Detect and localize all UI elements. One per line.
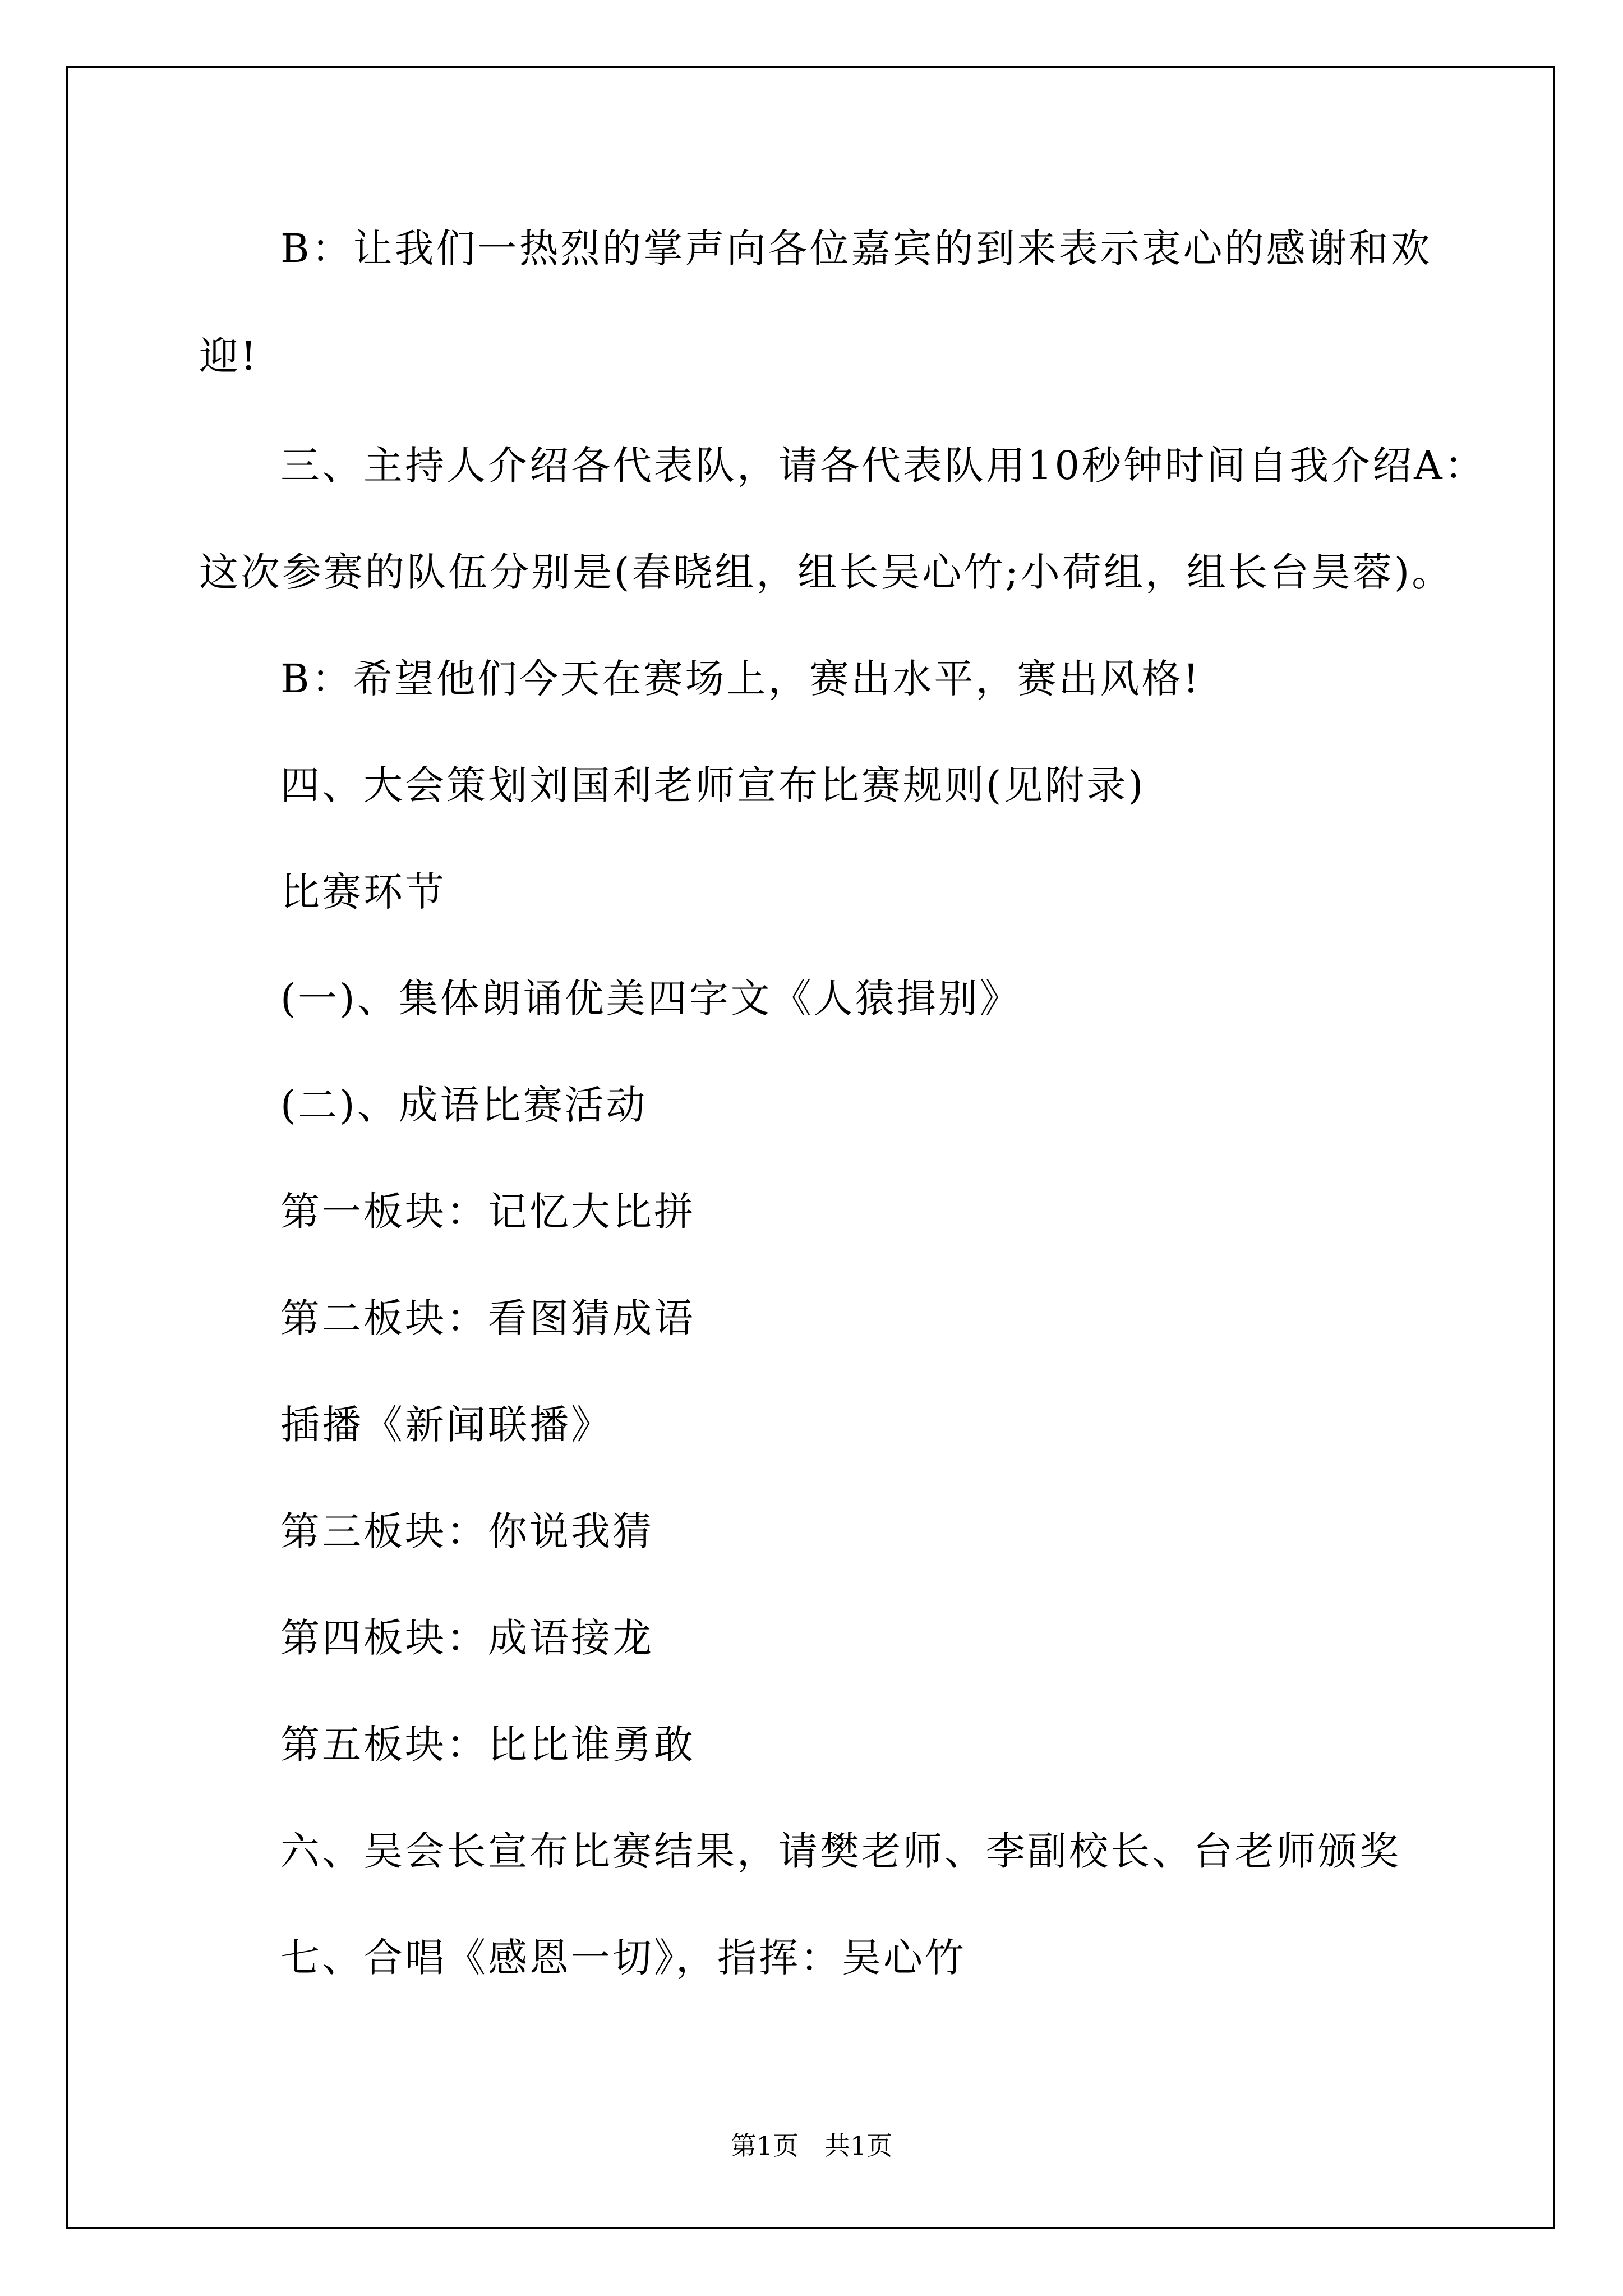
text-line: 迎!	[199, 333, 259, 379]
text-line: (二)、成语比赛活动	[280, 1082, 648, 1128]
text-line: (一)、集体朗诵优美四字文《人猿揖别》	[280, 976, 1021, 1022]
text-line: 这次参赛的队伍分别是(春晓组，组长吴心竹;小荷组，组长台昊蓉)。	[199, 549, 1454, 595]
text-line: 七、合唱《感恩一切》，指挥：吴心竹	[280, 1935, 966, 1981]
text-line: B：希望他们今天在赛场上，赛出水平，赛出风格!	[280, 656, 1201, 702]
text-line: 三、主持人介绍各代表队，请各代表队用10秒钟时间自我介绍A：	[280, 443, 1486, 489]
text-line: 六、吴会长宣布比赛结果，请樊老师、李副校长、台老师颁奖	[280, 1828, 1401, 1874]
text-line: 第二板块：看图猜成语	[280, 1295, 695, 1341]
text-line: 第四板块：成语接龙	[280, 1615, 654, 1661]
text-line: 四、大会策划刘国利老师宣布比赛规则(见附录)	[280, 762, 1146, 808]
text-line: 插播《新闻联播》	[280, 1402, 612, 1448]
text-line: 第一板块：记忆大比拼	[280, 1189, 695, 1235]
page-number-footer: 第1页 共1页	[730, 2131, 893, 2161]
page-border	[66, 66, 1555, 2229]
text-line: B：让我们一热烈的掌声向各位嘉宾的到来表示衷心的感谢和欢	[280, 226, 1432, 272]
text-line: 比赛环节	[280, 869, 446, 915]
text-line: 第五板块：比比谁勇敢	[280, 1722, 695, 1768]
text-line: 第三板块：你说我猜	[280, 1508, 654, 1554]
